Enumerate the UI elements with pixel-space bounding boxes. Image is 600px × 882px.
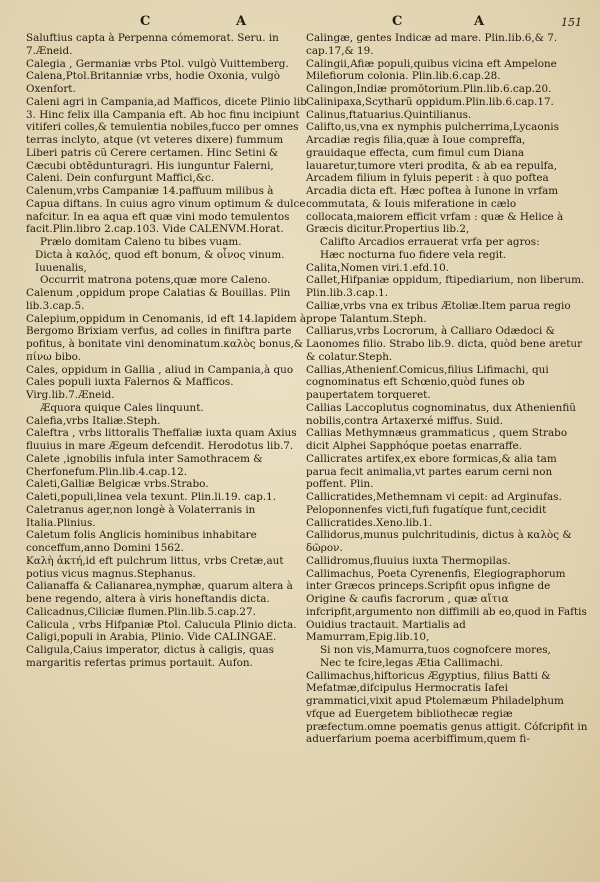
dictionary-entry: Prælo domitam Caleno tu bibes vuam. (40, 236, 242, 248)
dictionary-entry: Calinipaxa,Scytharũ oppidum.Plin.lib.6.cap.17. (306, 95, 554, 108)
dictionary-entry: Calinus,ftatuarius.Quintilianus. (306, 108, 472, 121)
dictionary-entry: Calliæ,vrbs vna ex tribus Ætoliæ.Item parua regio prope Talantum.Steph. (306, 299, 571, 325)
dictionary-entry: Califto Arcadios errauerat vrfa per agros: (320, 236, 540, 248)
dictionary-entry: Calianaffa & Calianarea,nymphæ, quarum altera à bene regendo, altera à viris honeftandis dicta. (26, 580, 293, 605)
dictionary-entry: Caligula,Caius imperator, dictus à caligis, quas margaritis refertas primus portauit. Aufon. (26, 644, 274, 669)
page-number: 151 (561, 16, 582, 29)
dictionary-entry: Caletum folis Anglicis hominibus inhabitare conceffum,anno Domini 1562. (26, 529, 257, 554)
dictionary-entry: Calegia , Germaniæ vrbs Ptol. vulgò Vuittemberg. (26, 57, 289, 70)
dictionary-entry: Callicratides,Methemnam vi cepit: ad Arginufas. Peloponnenfes victi,fufi fugatíque funt,cecidit Callicratides.Xeno.lib.1. (306, 491, 562, 529)
dictionary-entry: Nec te fcire,legas Ætia Callimachi. (320, 656, 504, 669)
dictionary-entry: Calita,Nomen viri.1.efd.10. (306, 261, 449, 274)
header-right-letter-1: C (392, 14, 404, 29)
dictionary-entry: Calenum,vrbs Campaniæ 14.paffuum milibus à Capua diftans. In cuius agro vinum optimum & dulce nafcitur. In ea aqua eft quæ vini modo temulentos facit.Plin.libro 2.cap.103. Vide CALENVM.Horat. (26, 185, 306, 236)
dictionary-entry: Dicta à καλός, quod eft bonum, & οἶνος vinum. Iuuenalis, (35, 248, 285, 274)
dictionary-entry: Saluftius capta à Perpenna cómemorat. Seru. in 7.Æneid. (26, 32, 279, 57)
dictionary-entry: Callet,Hifpaniæ oppidum, ftipediarium, non liberum. Plin.lib.3.cap.1. (306, 274, 585, 299)
dictionary-entry: Caleti,Galliæ Belgicæ vrbs.Strabo. (26, 478, 209, 491)
dictionary-entry: Califto,us,vna ex nymphis pulcherrima,Lycaonis Arcadiæ regis filia,quæ à Ioue compreffa, grauidaque effecta, cum fimul cum Diana lauaretur,tumore vteri prodita, & ab ea repulfa, Arcadem filium in fyluis peperit : à quo poftea Arcadia dicta eft. Hæc poftea à Iunone in vrfam commutata, & Iouis miferatione in cælo collocata,maiorem efficit vrfam : quæ & Helice à Græcis dicitur.Propertius lib.2, (306, 121, 564, 236)
left-column (26, 32, 308, 872)
dictionary-entry: Calicula , vrbs Hifpaniæ Ptol. Calucula Plinio dicta. (26, 618, 297, 631)
dictionary-entry: Callias Laccoplutus cognominatus, dux Athenienfiũ nobilis,contra Artaxerxé miffus. Suid. (306, 401, 576, 427)
dictionary-entry: Calefia,vrbs Italiæ.Steph. (26, 414, 161, 427)
dictionary-entry: Si non vis,Mamurra,tuos cognofcere mores, (320, 644, 551, 656)
dictionary-entry: Calepium,oppidum in Cenomanis, id eft 14.lapidem à Bergomo Brixiam verfus, ad colles in finiftra parte pofitus, à bonitate vini denominatum.καλὸς bonus,& πίνω bibo. (26, 312, 307, 363)
dictionary-entry: Calete ,ignobilis infula inter Samothracem & Cherfonefum.Plin.lib.4.cap.12. (26, 452, 263, 478)
dictionary-entry: Cales, oppidum in Gallia , aliud in Campania,à quo Cales populi iuxta Falernos & Mafficos. Virg.lib.7.Æneid. (26, 363, 294, 401)
dictionary-entry: Calliarus,vrbs Locrorum, à Calliaro Odædoci & Laonomes filio. Strabo lib.9. dicta, quòd bene aretur & colatur.Steph. (306, 325, 583, 363)
dictionary-entry: Calicadnus,Ciliciæ flumen.Plin.lib.5.cap.27. (26, 605, 256, 618)
dictionary-entry: Callias Methymnæus grammaticus , quem Strabo dicit Alphei Sapphóque poetas enarraffe. (306, 427, 568, 452)
dictionary-entry: Caletranus ager,non longè à Volaterranis in Italia.Plinius. (26, 503, 256, 529)
dictionary-entry: Caleftra , vrbs littoralis Theffaliæ iuxta quam Axius fluuius in mare Ægeum defcendit. Herodotus lib.7. (26, 427, 297, 452)
dictionary-entry: Calingon,Indiæ promōtorium.Plin.lib.6.cap.20. (306, 83, 552, 95)
header-right-letter-2: A (474, 14, 486, 29)
dictionary-entry: Callimachus,hiftoricus Ægyptius, filius Batti & Mefatmæ,difcipulus Hermocratis Iafei grammatici,vixit apud Ptolemæum Philadelphum vfque ad Euergetem bibliothecæ regiæ præfectum.omne poematis genus attigit. Cófcripfit in aduerfarium poema acerbiffimum,quem fi- (306, 669, 588, 746)
dictionary-entry: Callias,Athenienf.Comicus,filius Lifimachi, qui cognominatus eft Schœnio,quòd funes ob paupertatem torqueret. (306, 363, 549, 401)
dictionary-entry: Καλὴ ἀκτή,id eft pulchrum littus, vrbs Cretæ,aut potius vicus magnus.Stephanus. (26, 554, 284, 580)
dictionary-entry: Callidromus,fluuius iuxta Thermopilas. (306, 554, 511, 567)
dictionary-entry: Calingæ, gentes Indicæ ad mare. Plin.lib.6,& 7. cap.17,& 19. (306, 32, 558, 57)
dictionary-entry: Calena,Ptol.Britanniæ vrbs, hodie Oxonia, vulgò Oxenfort. (26, 70, 280, 95)
header-left-letter-2: A (236, 14, 248, 29)
right-column (306, 32, 588, 872)
dictionary-entry: Æquora quique Cales linquunt. (40, 401, 204, 414)
dictionary-entry: Callidorus,munus pulchritudinis, dictus à καλὸς & δῶρον. (306, 529, 572, 554)
dictionary-entry: Occurrit matrona potens,quæ more Caleno. (40, 274, 271, 287)
dictionary-entry: Callicrates artifex,ex ebore formicas,& alia tam parua fecit animalia,vt partes earum cerni non poffent. Plin. (306, 452, 557, 491)
dictionary-entry: Hæc nocturna fuo fidere vela regit. (320, 248, 507, 261)
dictionary-entry: Caligi,populi in Arabia, Plinio. Vide CALINGAE. (26, 631, 277, 644)
header-left-letter-1: C (140, 14, 152, 29)
dictionary-entry: Calenum ,oppidum prope Calatias & Bouillas. Plin lib.3.cap.5. (26, 287, 291, 312)
dictionary-entry: Caleni agri in Campania,ad Mafficos, dicete Plinio lib 3. Hinc felix illa Campania eft. Ab hoc finu incipiunt vitiferi colles,& temulentia nobiles,fucco per omnes terras inclyto, atque (vt veteres dixere) fummum Liberi patris cũ Cerere certamen. Hinc Setini & Cæcubi obtēdunturagri. His iunguntur Falerni, Caleni. Dein confurgunt Maffici,&c. (26, 95, 307, 185)
dictionary-entry: Caleti,populi,linea vela texunt. Plin.li.19. cap.1. (26, 491, 277, 503)
dictionary-entry: Callimachus, Poeta Cyrenenfis, Elegiographorum inter Græcos princeps.Scripfit opus infigne de Origine & caufis facrorum , quæ αἴτια infcripfit,argumento non diffimili ab eo,quod in Faftis Ouidius tractauit. Martialis ad Mamurram,Epig.lib.10, (306, 567, 587, 644)
dictionary-entry: Calingii,Afiæ populi,quibus vicina eft Ampelone Milefiorum colonia. Plin.lib.6.cap.28. (306, 57, 557, 83)
